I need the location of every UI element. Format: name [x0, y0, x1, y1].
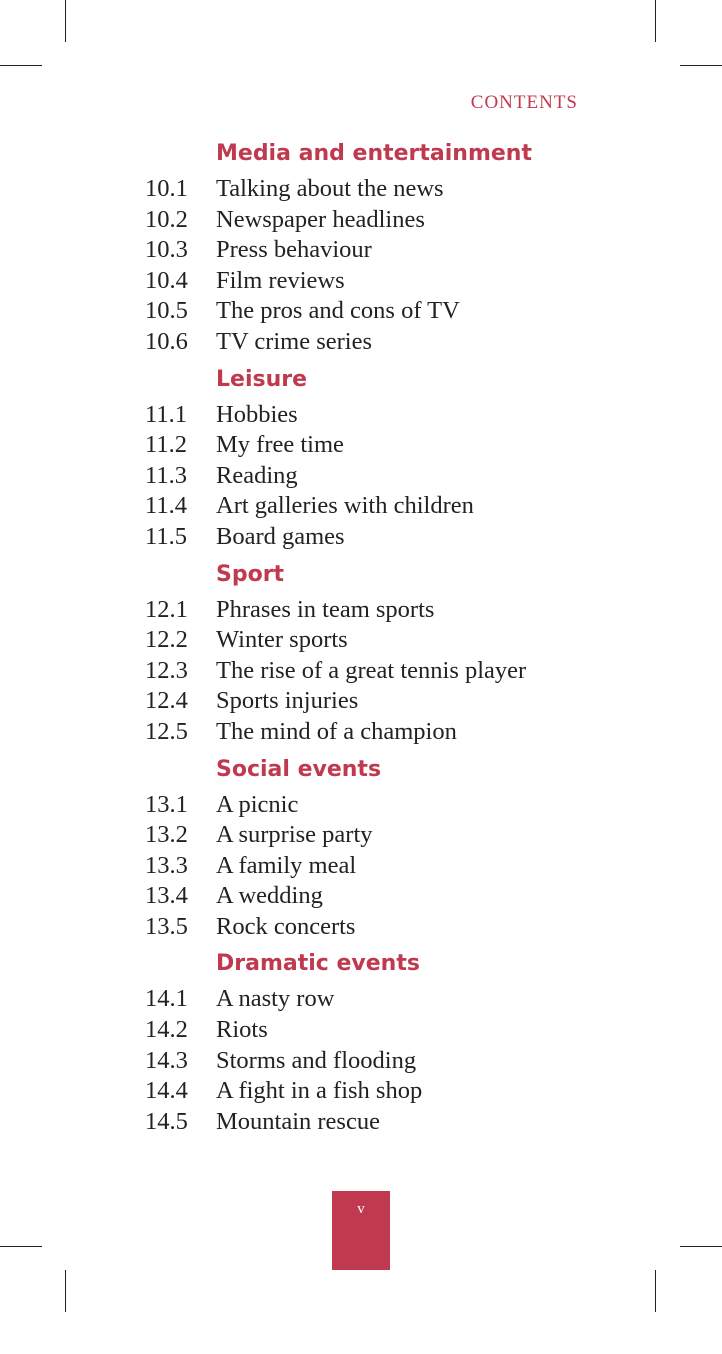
toc-entry[interactable]: [145, 1107, 605, 1138]
section-heading: Dramatic events: [216, 951, 420, 977]
toc-entry-title: Mountain rescue: [216, 1107, 380, 1135]
toc-entry-number: 11.3: [145, 461, 187, 489]
toc-entry[interactable]: [145, 1076, 605, 1107]
toc-entry-title: Art galleries with children: [216, 492, 474, 520]
toc-entry-title: Phrases in team sports: [216, 595, 435, 623]
toc-entry[interactable]: [145, 235, 605, 266]
toc-entry[interactable]: [145, 595, 605, 626]
section-heading: Social events: [216, 756, 382, 782]
toc-entry-number: 10.3: [145, 236, 188, 264]
page-number: v: [357, 1201, 365, 1217]
toc-entry-title: Newspaper headlines: [216, 205, 425, 233]
page-number-tab: [332, 1191, 390, 1270]
toc-entry[interactable]: [145, 522, 605, 553]
toc-entry[interactable]: [145, 491, 605, 522]
toc-entry-title: Board games: [216, 522, 345, 550]
toc-entry-title: The rise of a great tennis player: [216, 656, 527, 684]
toc-entry-number: 13.3: [145, 851, 188, 879]
toc-entry-title: Talking about the news: [216, 175, 444, 202]
toc-entry-number: 13.1: [145, 790, 188, 818]
crop-mark-bottom-right-vertical: [655, 1270, 656, 1312]
toc-entry-title: My free time: [216, 431, 344, 459]
section-heading: Media and entertainment: [216, 141, 532, 166]
toc-entry-number: 14.1: [145, 985, 188, 1013]
toc-entry[interactable]: [145, 881, 605, 912]
toc-entry[interactable]: [145, 625, 605, 656]
toc-entry[interactable]: [145, 266, 605, 297]
toc-entry-title: Reading: [216, 461, 298, 489]
toc-entry-title: A family meal: [216, 851, 357, 879]
toc-entry[interactable]: [145, 820, 605, 851]
toc-entry-number: 10.2: [145, 205, 188, 233]
toc-entry-number: 12.4: [145, 687, 188, 715]
toc-entry-number: 11.2: [145, 431, 187, 459]
toc-entry-title: A surprise party: [216, 821, 373, 849]
toc-entry-title: Riots: [216, 1016, 268, 1044]
toc-entry-number: 12.2: [145, 626, 188, 654]
toc-entry-number: 10.4: [145, 266, 188, 294]
toc-entry-number: 12.5: [145, 717, 188, 745]
toc-entry-number: 10.6: [145, 327, 188, 355]
crop-mark-top-left-vertical: [65, 0, 66, 42]
toc-entry-number: 13.2: [145, 821, 188, 849]
toc-entry-number: 10.1: [145, 175, 188, 202]
toc-entry[interactable]: [145, 790, 605, 821]
toc-entry[interactable]: [145, 327, 605, 358]
toc-entry[interactable]: [145, 1046, 605, 1077]
toc-entry-title: A nasty row: [216, 985, 335, 1013]
crop-mark-bottom-left-horizontal: [0, 1246, 42, 1247]
toc-entry-number: 11.5: [145, 522, 187, 550]
toc-entry-number: 13.4: [145, 882, 188, 910]
toc-entry[interactable]: [145, 1015, 605, 1046]
toc-entry-title: The pros and cons of TV: [216, 297, 460, 325]
toc-entry-number: 11.4: [145, 492, 187, 520]
toc-entry[interactable]: [145, 686, 605, 717]
toc-entry-title: A wedding: [216, 882, 323, 910]
toc-entry[interactable]: [145, 656, 605, 687]
crop-mark-bottom-right-horizontal: [680, 1246, 722, 1247]
toc-entry-number: 14.5: [145, 1107, 188, 1135]
toc-entry-title: Rock concerts: [216, 912, 356, 940]
toc-entry[interactable]: [145, 717, 605, 748]
toc-entry[interactable]: [145, 851, 605, 882]
toc-entry-number: 12.3: [145, 656, 188, 684]
crop-mark-bottom-left-vertical: [65, 1270, 66, 1312]
toc-entry[interactable]: [145, 430, 605, 461]
toc-entry-title: A fight in a fish shop: [216, 1077, 423, 1105]
running-head: CONTENTS: [470, 92, 578, 113]
toc-entry-title: Winter sports: [216, 626, 348, 654]
toc-entry-title: The mind of a champion: [216, 717, 457, 745]
toc-entry[interactable]: [145, 984, 605, 1015]
crop-mark-top-left-horizontal: [0, 65, 42, 66]
toc-entry-number: 11.1: [145, 400, 187, 428]
crop-mark-top-right-vertical: [655, 0, 656, 42]
toc-entry-title: Press behaviour: [216, 236, 372, 264]
toc-entry-number: 14.3: [145, 1046, 188, 1074]
toc-entry-number: 12.1: [145, 595, 188, 623]
toc-entry-number: 10.5: [145, 297, 188, 325]
toc-entry-title: Storms and flooding: [216, 1046, 417, 1074]
toc-entry[interactable]: [145, 296, 605, 327]
toc-entry-title: TV crime series: [216, 327, 373, 355]
toc-entry-title: Sports injuries: [216, 687, 359, 715]
toc-entry-number: 13.5: [145, 912, 188, 940]
section-heading: Leisure: [216, 366, 308, 392]
toc-entry-title: Hobbies: [216, 400, 298, 428]
toc-entry[interactable]: [145, 174, 605, 205]
table-of-contents: [145, 138, 605, 1137]
toc-entry-number: 14.2: [145, 1016, 188, 1044]
toc-entry[interactable]: [145, 912, 605, 943]
toc-entry-title: Film reviews: [216, 266, 345, 294]
crop-mark-top-right-horizontal: [680, 65, 722, 66]
toc-entry[interactable]: [145, 461, 605, 492]
toc-entry-number: 14.4: [145, 1077, 188, 1105]
toc-entry[interactable]: [145, 205, 605, 236]
toc-entry[interactable]: [145, 400, 605, 431]
toc-entry-title: A picnic: [216, 790, 299, 818]
section-heading: Sport: [216, 561, 285, 587]
